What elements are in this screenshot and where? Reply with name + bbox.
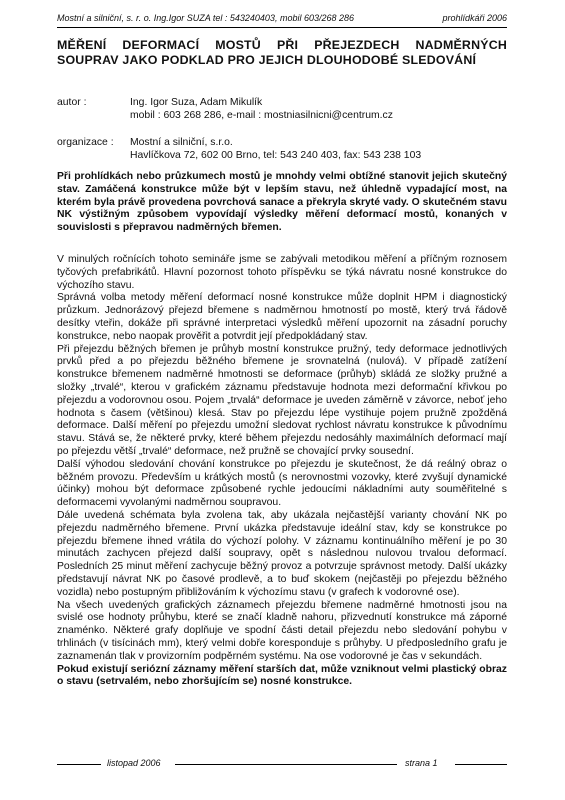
running-header xyxy=(57,13,507,23)
organization-label: organizace : xyxy=(57,137,114,148)
abstract: Při prohlídkách nebo průzkumech mostů je mnohdy velmi obtížné stanovit jejich skutečný stav. Zamáčená konstrukce může být v lepším stavu, než úhledně vypadající most, na kterém byla právě provedena povrchová sanace a překryla skryté vady. O skutečném stavu NK výstižným způsobem vypovídají výsledky měření deformací mostů, konaných v souvislosti s přepravou nadměrných břemen. xyxy=(57,171,507,234)
author-names: Ing. Igor Suza, Adam Mikulík xyxy=(130,97,263,108)
organization-name: Mostní a silniční, s.r.o. xyxy=(130,137,233,148)
author-contact: mobil : 603 268 286, e-mail : mostniasilnicni@centrum.cz xyxy=(130,110,393,121)
paragraph: Dále uvedená schémata byla zvolena tak, aby ukázala nejčastější varianty chování NK po přejezdu nadměrného břemene. První ukázka představuje ideální stav, kdy se konstrukce po přejezdu břemene ihned vrátila do výchozí polohy. V záznamu kontinuálního měření je po 30 minutách zachycen přejezd další soupravy, opět s následnou nulovou trvalou deformací. Posledních 25 minut měření zachycuje běžný provoz a potvrzuje správnost metody. Další ukázky představují návrat NK po časové prodlevě, a to buď skokem (nejčastěji po přejezdu běžného vozidla) nebo postupným přibližováním k výchozímu stavu (v grafech k vodorovné ose). xyxy=(57,509,507,598)
organization-block xyxy=(57,136,507,162)
footer-date: listopad 2006 xyxy=(107,758,161,768)
organization-address: Havlíčkova 72, 602 00 Brno, tel: 543 240 403, fax: 543 238 103 xyxy=(130,150,422,161)
footer-rule-left xyxy=(57,764,101,765)
header-rule xyxy=(57,27,507,28)
closing-paragraph: Pokud existují seriózní záznamy měření starších dat, může vzniknout velmi plastický obraz o stavu (setrvalém, nebo zhoršujícím se) nosné konstrukce. xyxy=(57,663,507,688)
running-footer xyxy=(57,758,507,770)
footer-rule-right xyxy=(455,764,507,765)
footer-rule-middle xyxy=(175,764,397,765)
footer-page-number: strana 1 xyxy=(405,758,438,768)
author-label: autor : xyxy=(57,97,87,108)
paragraph: Při přejezdu běžných břemen je průhyb mostní konstrukce pružný, tedy deformace jednotlivých prvků před a po přejezdu běžného břemene je srovnatelná (nulová). V případě zatížení konstrukce břemenem nadměrné hmotnosti se deformace (průhyb) skládá ze složky pružné a složky „trvalé“, kterou v grafickém záznamu představuje hodnota mezi deformační křivkou po přejezdu a vodorovnou osou. Pojem „trvalá“ deformace je uveden záměrně v závorce, neboť jeho hodnota s časem (většinou) klesá. Stav po přejezdu lépe vystihuje pojem pružně zpožděná deformace. Další měření po přejezdu umožní sledovat rychlost návratu konstrukce k původnímu stavu. Stává se, že některé prvky, které během přejezdu nedosáhly maximálních deformací mají po přejezdu větší „trvalé“ deformace, než pružně se chovající prvky sousední. xyxy=(57,343,507,457)
author-block xyxy=(57,96,507,122)
paragraph: V minulých ročnících tohoto semináře jsme se zabývali metodikou měření a příčným roznosem tyčových prefabrikátů. Hlavní pozornost tohoto příspěvku se týká návratu nosné konstrukce do výchozího stavu. xyxy=(57,254,507,291)
header-left-text: Mostní a silniční, s. r. o. Ing.Igor SUZA tel : 543240403, mobil 603/268 286 xyxy=(57,13,354,23)
body-text xyxy=(57,254,507,689)
paragraph: Další výhodou sledování chování konstrukce po přejezdu je skutečnost, že dá reálný obraz o běžném provozu. Především u krátkých mostů (s nerovnostmi vozovky, které zvyšují dynamické účinky) mohou být deformace způsobené rychle jedoucími nákladními auty souměřitelné s deformacemi vyvolanými nadměrnou soupravou. xyxy=(57,458,507,509)
paper-title: MĚŘENÍ DEFORMACÍ MOSTŮ PŘI PŘEJEZDECH NADMĚRNÝCH SOUPRAV JAKO PODKLAD PRO JEJICH DLOUHODOBÉ SLEDOVÁNÍ xyxy=(57,38,507,67)
paragraph: Správná volba metody měření deformací nosné konstrukce může doplnit HPM i diagnostický průzkum. Jednorázový přejezd břemene s nadměrnou hmotností po mostě, který trvá řádově desítky vteřin, dokáže při správné interpretaci výsledků měření upozornit na zásadní poruchy konstrukce, nebo naopak prověřit a potvrdit její předpokládaný stav. xyxy=(57,292,507,342)
paragraph: Na všech uvedených grafických záznamech přejezdu břemene nadměrné hmotnosti jsou na svislé ose hodnoty průhybu, které se značí kladně nahoru, přizvednutí konstrukce má záporné znaménko. Některé grafy doplňuje ve spodní části detail přejezdu nebo sledování pohybu v trhlinách (v tisícinách mm), který velmi dobře koresponduje s průhyby. U předposledního grafu je zaznamenán tlak v provizorním podpěrném systému. Na ose vodorovné je čas v sekundách. xyxy=(57,599,507,662)
header-right-text: prohlídkáři 2006 xyxy=(442,13,507,23)
